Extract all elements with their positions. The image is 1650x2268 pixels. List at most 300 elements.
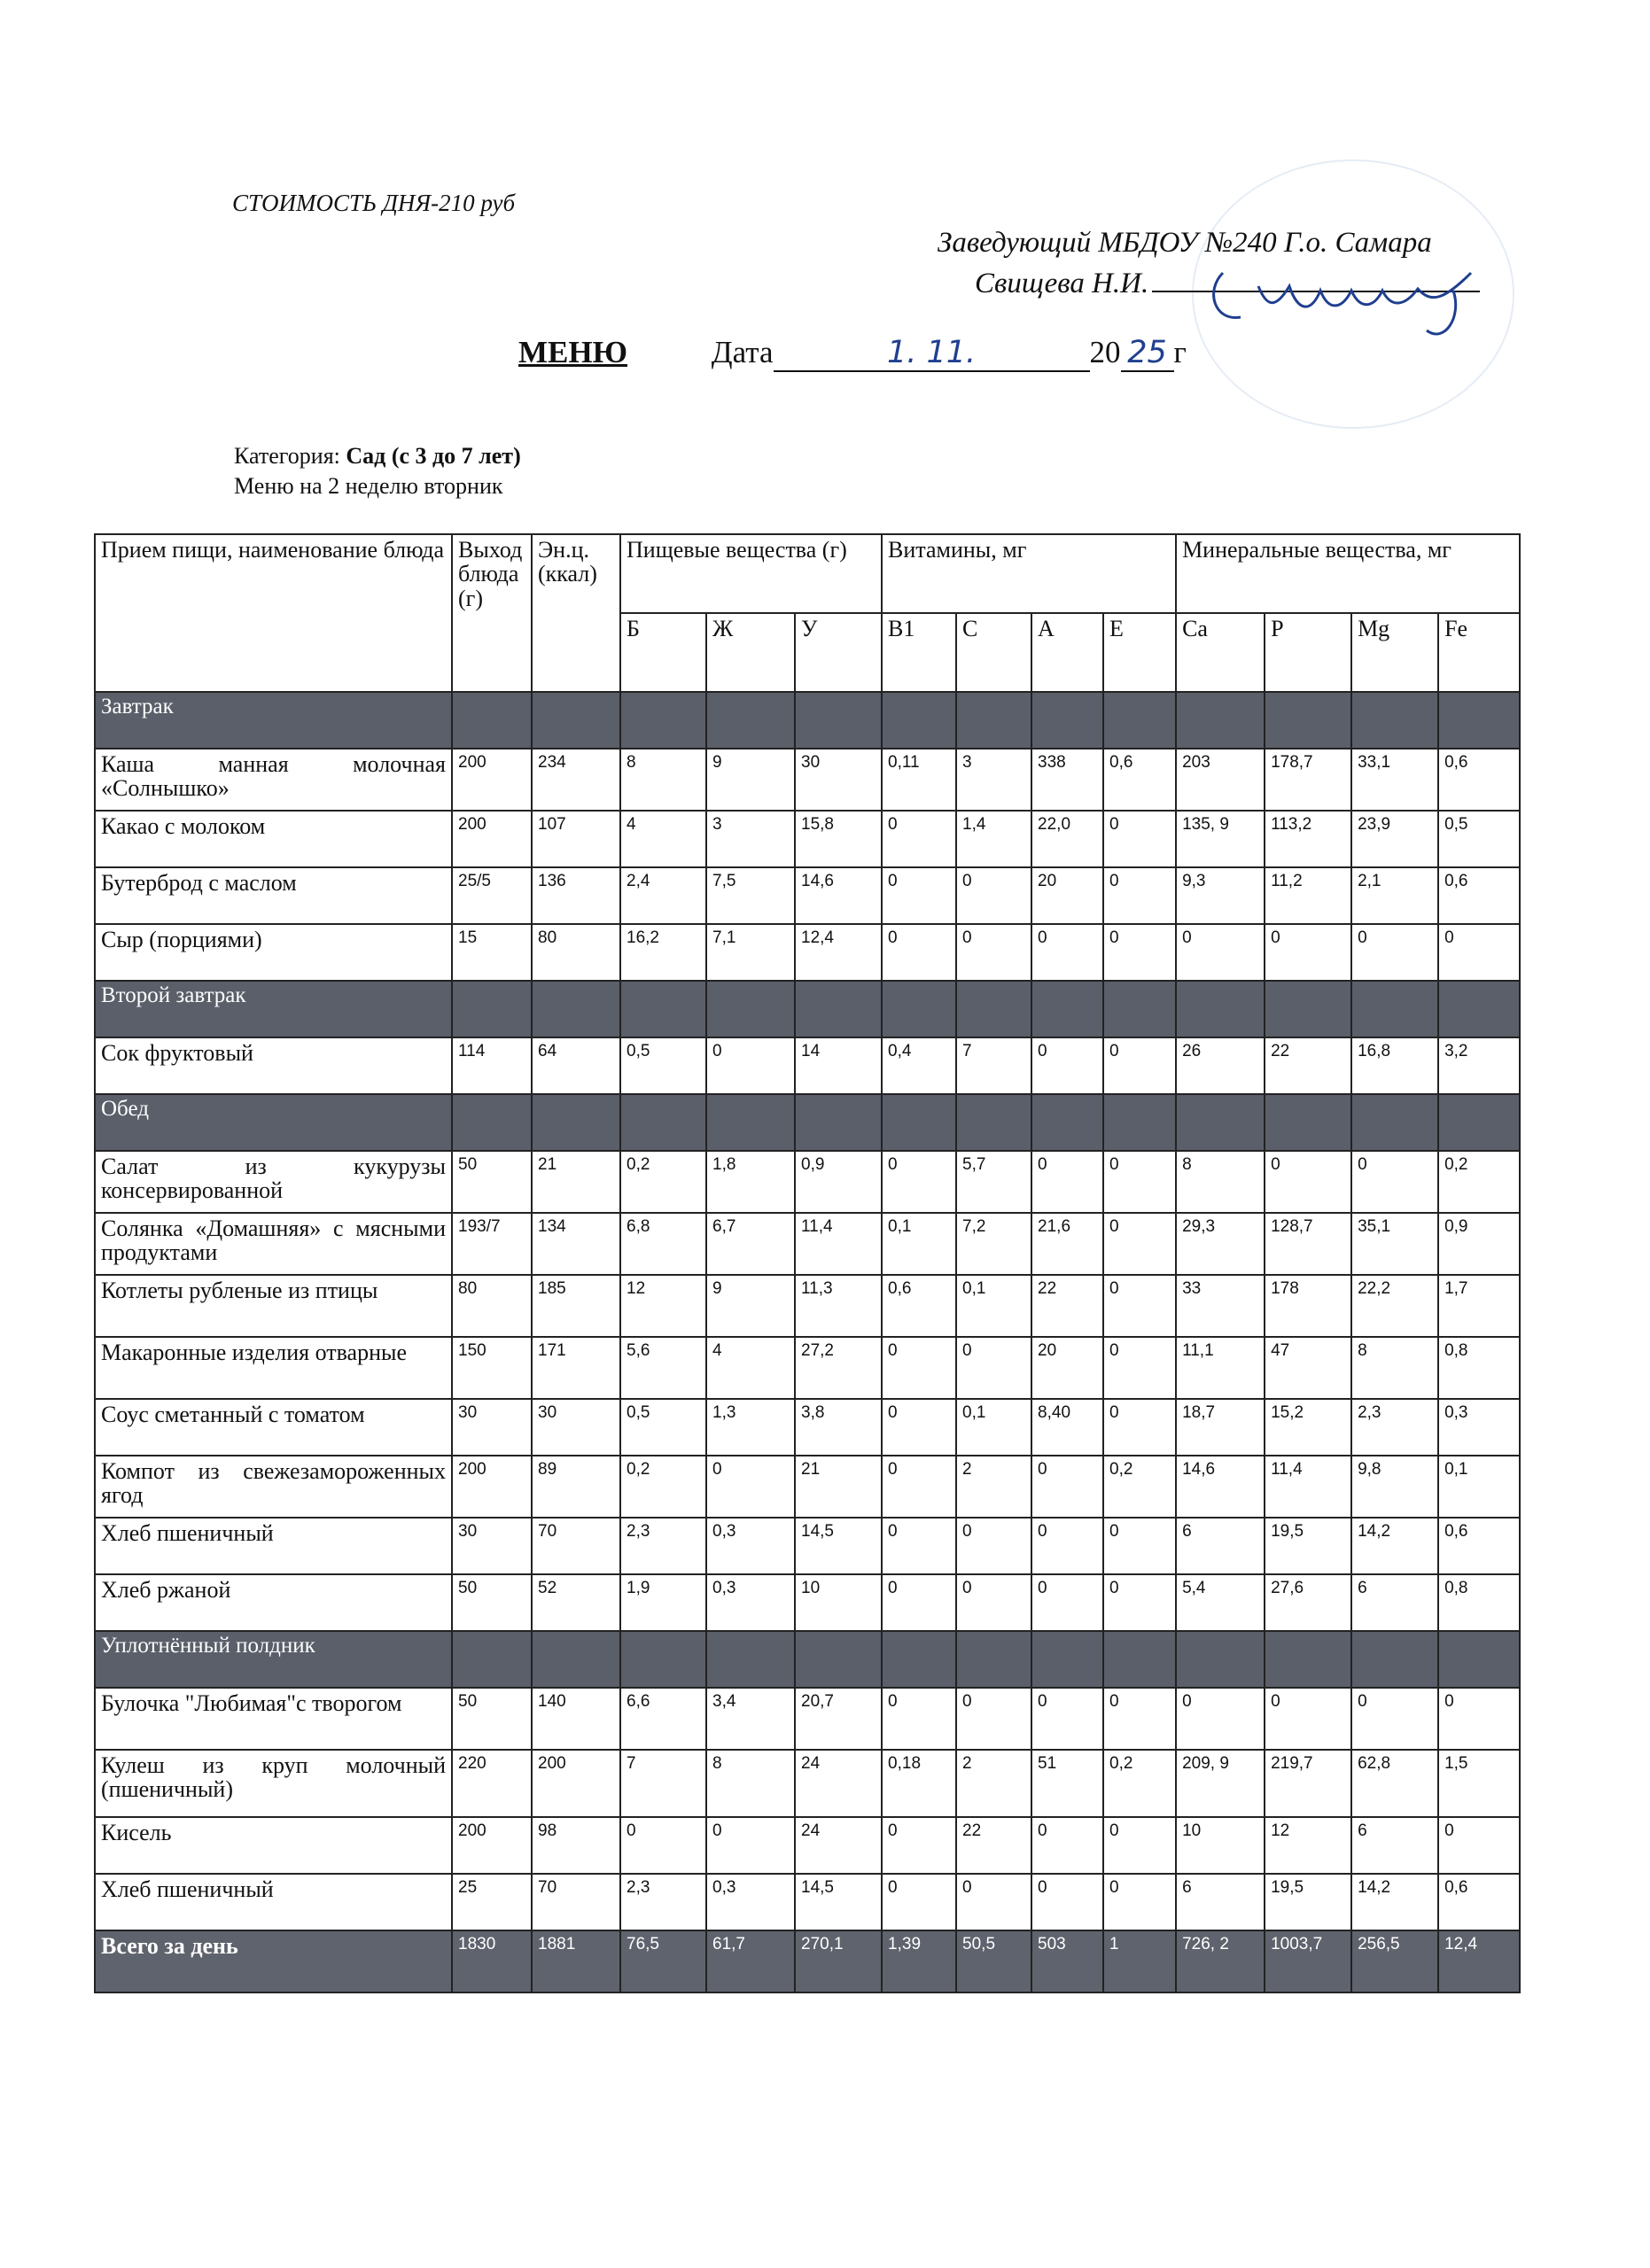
table-cell: 128,7 <box>1265 1213 1351 1275</box>
table-cell: 0 <box>1031 1456 1103 1518</box>
table-cell: 14 <box>795 1037 882 1094</box>
section-cell <box>1031 1631 1103 1688</box>
table-cell: 22,2 <box>1351 1275 1438 1337</box>
table-cell: 114 <box>452 1037 532 1094</box>
date-value: 1. 11. <box>774 335 1090 372</box>
table-row <box>95 811 1520 867</box>
table-cell: 80 <box>532 924 620 981</box>
category-line <box>234 443 521 470</box>
section-cell <box>1265 692 1351 749</box>
menu-table <box>94 533 1521 1993</box>
table-cell: 338 <box>1031 749 1103 811</box>
table-cell: 0 <box>1438 924 1520 981</box>
section-cell <box>532 981 620 1037</box>
table-cell: 16,8 <box>1351 1037 1438 1094</box>
section-cell <box>532 1094 620 1151</box>
dish-name: Салат из кукурузы консервированной <box>95 1151 452 1213</box>
table-cell: 171 <box>532 1337 620 1399</box>
table-cell: 200 <box>452 1817 532 1874</box>
table-cell: 2,3 <box>1351 1399 1438 1456</box>
table-cell: 14,5 <box>795 1518 882 1574</box>
section-title: Второй завтрак <box>95 981 452 1037</box>
table-cell: 0,2 <box>1103 1750 1176 1817</box>
table-cell: 0,8 <box>1438 1574 1520 1631</box>
table-cell: 0 <box>1265 1151 1351 1213</box>
table-cell: 0 <box>956 1688 1031 1750</box>
table-cell: 3,4 <box>706 1688 795 1750</box>
section-cell <box>1031 981 1103 1037</box>
section-row <box>95 1631 1520 1688</box>
col-header-yield: Выход блюда (г) <box>452 534 532 692</box>
handwritten-signature <box>1205 246 1498 353</box>
table-cell: 7,1 <box>706 924 795 981</box>
col-header-b: Б <box>620 613 706 692</box>
year-suffix: г <box>1173 335 1187 369</box>
col-header-nutrients: Пищевые вещества (г) <box>620 534 882 613</box>
category-label: Категория: <box>234 443 346 469</box>
table-cell: 0,9 <box>1438 1213 1520 1275</box>
table-cell: 0 <box>1103 1213 1176 1275</box>
table-row <box>95 1874 1520 1930</box>
total-cell: 50,5 <box>956 1930 1031 1992</box>
table-cell: 0,4 <box>882 1037 956 1094</box>
table-cell: 24 <box>795 1750 882 1817</box>
total-cell: 1,39 <box>882 1930 956 1992</box>
table-row <box>95 749 1520 811</box>
table-cell: 6 <box>1351 1574 1438 1631</box>
table-cell: 178 <box>1265 1275 1351 1337</box>
dish-name: Солянка «Домашняя» с мясными продуктами <box>95 1213 452 1275</box>
table-cell: 8 <box>620 749 706 811</box>
section-cell <box>620 692 706 749</box>
table-cell: 21 <box>795 1456 882 1518</box>
table-cell: 9 <box>706 749 795 811</box>
table-cell: 11,2 <box>1265 867 1351 924</box>
total-cell: 1830 <box>452 1930 532 1992</box>
table-cell: 3,2 <box>1438 1037 1520 1094</box>
table-cell: 0,9 <box>795 1151 882 1213</box>
menu-title-line <box>518 335 1187 372</box>
table-cell: 0,1 <box>882 1213 956 1275</box>
table-cell: 19,5 <box>1265 1874 1351 1930</box>
dish-name: Булочка "Любимая"с творогом <box>95 1688 452 1750</box>
table-cell: 0,1 <box>956 1275 1031 1337</box>
table-row <box>95 1213 1520 1275</box>
table-cell: 9 <box>706 1275 795 1337</box>
section-cell <box>706 692 795 749</box>
table-cell: 89 <box>532 1456 620 1518</box>
section-cell <box>956 1631 1031 1688</box>
table-cell: 62,8 <box>1351 1750 1438 1817</box>
table-cell: 6,8 <box>620 1213 706 1275</box>
table-cell: 0 <box>1103 811 1176 867</box>
dish-name: Компот из свежезамороженных ягод <box>95 1456 452 1518</box>
table-cell: 26 <box>1176 1037 1265 1094</box>
total-row <box>95 1930 1520 1992</box>
table-cell: 0 <box>956 1874 1031 1930</box>
table-cell: 70 <box>532 1518 620 1574</box>
table-cell: 5,6 <box>620 1337 706 1399</box>
table-cell: 6,7 <box>706 1213 795 1275</box>
table-row <box>95 1399 1520 1456</box>
table-cell: 0 <box>882 1688 956 1750</box>
dish-name: Какао с молоком <box>95 811 452 867</box>
table-cell: 14,6 <box>1176 1456 1265 1518</box>
dish-name: Сок фруктовый <box>95 1037 452 1094</box>
table-cell: 3 <box>956 749 1031 811</box>
table-cell: 7,5 <box>706 867 795 924</box>
day-cost: СТОИМОСТЬ ДНЯ-210 руб <box>232 190 516 216</box>
total-cell: 12,4 <box>1438 1930 1520 1992</box>
total-cell: 1881 <box>532 1930 620 1992</box>
table-cell: 15,2 <box>1265 1399 1351 1456</box>
total-cell: 270,1 <box>795 1930 882 1992</box>
section-title: Уплотнённый полдник <box>95 1631 452 1688</box>
table-cell: 50 <box>452 1574 532 1631</box>
table-row <box>95 1151 1520 1213</box>
table-cell: 0,3 <box>706 1874 795 1930</box>
table-cell: 0 <box>882 1874 956 1930</box>
table-cell: 0 <box>882 1518 956 1574</box>
table-cell: 200 <box>452 811 532 867</box>
section-cell <box>956 981 1031 1037</box>
table-cell: 0,2 <box>1103 1456 1176 1518</box>
table-cell: 8,40 <box>1031 1399 1103 1456</box>
table-cell: 0 <box>882 1817 956 1874</box>
table-cell: 0 <box>1031 1518 1103 1574</box>
table-cell: 150 <box>452 1337 532 1399</box>
table-cell: 134 <box>532 1213 620 1275</box>
table-cell: 25 <box>452 1874 532 1930</box>
section-cell <box>1031 692 1103 749</box>
col-header-e: Е <box>1103 613 1176 692</box>
section-cell <box>882 1631 956 1688</box>
date-label: Дата <box>711 335 774 369</box>
table-cell: 0 <box>1176 1688 1265 1750</box>
dish-name: Кисель <box>95 1817 452 1874</box>
table-cell: 0 <box>1103 867 1176 924</box>
table-cell: 21 <box>532 1151 620 1213</box>
total-cell: 726, 2 <box>1176 1930 1265 1992</box>
week-line: Меню на 2 неделю вторник <box>234 473 503 499</box>
table-cell: 0 <box>956 924 1031 981</box>
table-cell: 14,2 <box>1351 1518 1438 1574</box>
table-cell: 0,3 <box>706 1518 795 1574</box>
dish-name: Хлеб ржаной <box>95 1574 452 1631</box>
table-cell: 0 <box>1103 1399 1176 1456</box>
table-cell: 0 <box>1351 1688 1438 1750</box>
table-cell: 33 <box>1176 1275 1265 1337</box>
dish-name: Хлеб пшеничный <box>95 1518 452 1574</box>
table-cell: 3,8 <box>795 1399 882 1456</box>
section-cell <box>1176 692 1265 749</box>
table-cell: 50 <box>452 1688 532 1750</box>
table-cell: 1,8 <box>706 1151 795 1213</box>
table-cell: 0,1 <box>1438 1456 1520 1518</box>
table-cell: 14,2 <box>1351 1874 1438 1930</box>
section-cell <box>452 692 532 749</box>
table-cell: 80 <box>452 1275 532 1337</box>
table-cell: 0 <box>882 924 956 981</box>
year-prefix: 20 <box>1089 335 1121 369</box>
table-row <box>95 867 1520 924</box>
section-cell <box>1103 1094 1176 1151</box>
table-cell: 0 <box>620 1817 706 1874</box>
table-cell: 0,18 <box>882 1750 956 1817</box>
table-cell: 0 <box>882 1574 956 1631</box>
section-cell <box>882 1094 956 1151</box>
total-cell: 61,7 <box>706 1930 795 1992</box>
table-cell: 27,6 <box>1265 1574 1351 1631</box>
section-cell <box>795 692 882 749</box>
table-row <box>95 1817 1520 1874</box>
section-cell <box>1351 692 1438 749</box>
section-cell <box>1031 1094 1103 1151</box>
table-cell: 0 <box>956 1518 1031 1574</box>
table-cell: 29,3 <box>1176 1213 1265 1275</box>
col-header-p: Р <box>1265 613 1351 692</box>
table-row <box>95 1688 1520 1750</box>
table-row <box>95 1574 1520 1631</box>
table-cell: 0 <box>706 1817 795 1874</box>
table-cell: 0 <box>1103 1688 1176 1750</box>
table-cell: 136 <box>532 867 620 924</box>
section-cell <box>795 981 882 1037</box>
year-value: 25 <box>1121 335 1174 372</box>
table-cell: 11,4 <box>795 1213 882 1275</box>
table-cell: 9,3 <box>1176 867 1265 924</box>
table-cell: 0 <box>956 1574 1031 1631</box>
dish-name: Каша манная молочная «Солнышко» <box>95 749 452 811</box>
dish-name: Котлеты рубленые из птицы <box>95 1275 452 1337</box>
table-cell: 0 <box>1351 1151 1438 1213</box>
table-cell: 15,8 <box>795 811 882 867</box>
table-cell: 6 <box>1351 1817 1438 1874</box>
table-cell: 25/5 <box>452 867 532 924</box>
table-cell: 178,7 <box>1265 749 1351 811</box>
section-row <box>95 981 1520 1037</box>
approval-line-1: Заведующий МБДОУ №240 Г.о. Самара <box>938 227 1432 259</box>
section-cell <box>1438 1094 1520 1151</box>
table-cell: 8 <box>706 1750 795 1817</box>
table-cell: 0 <box>882 867 956 924</box>
section-cell <box>1103 1631 1176 1688</box>
section-cell <box>1438 1631 1520 1688</box>
table-cell: 8 <box>1351 1337 1438 1399</box>
table-cell: 2,3 <box>620 1874 706 1930</box>
section-cell <box>795 1631 882 1688</box>
director-name: Свищева Н.И. <box>975 268 1149 299</box>
table-cell: 0,5 <box>620 1037 706 1094</box>
table-cell: 0 <box>1103 1275 1176 1337</box>
table-cell: 0 <box>1103 1037 1176 1094</box>
table-cell: 1,7 <box>1438 1275 1520 1337</box>
section-cell <box>706 981 795 1037</box>
col-header-mg: Mg <box>1351 613 1438 692</box>
table-cell: 15 <box>452 924 532 981</box>
section-cell <box>452 981 532 1037</box>
section-cell <box>1438 981 1520 1037</box>
table-cell: 0 <box>1438 1688 1520 1750</box>
table-cell: 0,6 <box>1438 1874 1520 1930</box>
table-cell: 0 <box>1265 924 1351 981</box>
table-cell: 185 <box>532 1275 620 1337</box>
table-cell: 14,5 <box>795 1874 882 1930</box>
table-cell: 0,6 <box>882 1275 956 1337</box>
col-header-minerals: Минеральные вещества, мг <box>1176 534 1520 613</box>
table-cell: 0 <box>1351 924 1438 981</box>
table-cell: 7 <box>620 1750 706 1817</box>
table-cell: 52 <box>532 1574 620 1631</box>
table-cell: 24 <box>795 1817 882 1874</box>
table-cell: 1,4 <box>956 811 1031 867</box>
section-cell <box>795 1094 882 1151</box>
table-cell: 0 <box>882 1337 956 1399</box>
section-cell <box>620 1094 706 1151</box>
section-cell <box>956 1094 1031 1151</box>
table-cell: 0,6 <box>1438 749 1520 811</box>
table-cell: 30 <box>452 1518 532 1574</box>
table-cell: 22 <box>956 1817 1031 1874</box>
dish-name: Макаронные изделия отварные <box>95 1337 452 1399</box>
col-header-u: У <box>795 613 882 692</box>
table-cell: 30 <box>795 749 882 811</box>
section-cell <box>706 1094 795 1151</box>
dish-name: Соус сметанный с томатом <box>95 1399 452 1456</box>
table-cell: 0 <box>1103 1817 1176 1874</box>
table-cell: 20 <box>1031 1337 1103 1399</box>
table-cell: 22,0 <box>1031 811 1103 867</box>
table-cell: 14,6 <box>795 867 882 924</box>
table-cell: 0,1 <box>956 1399 1031 1456</box>
section-cell <box>1351 1094 1438 1151</box>
table-cell: 19,5 <box>1265 1518 1351 1574</box>
table-cell: 6 <box>1176 1518 1265 1574</box>
section-cell <box>1438 692 1520 749</box>
section-cell <box>706 1631 795 1688</box>
table-cell: 98 <box>532 1817 620 1874</box>
table-cell: 0,3 <box>1438 1399 1520 1456</box>
table-cell: 0 <box>1031 924 1103 981</box>
table-cell: 193/7 <box>452 1213 532 1275</box>
table-cell: 0,2 <box>620 1151 706 1213</box>
table-cell: 6 <box>1176 1874 1265 1930</box>
section-cell <box>1103 692 1176 749</box>
table-cell: 0 <box>1103 1151 1176 1213</box>
table-cell: 4 <box>620 811 706 867</box>
table-cell: 0 <box>1103 1518 1176 1574</box>
section-cell <box>532 1631 620 1688</box>
col-header-fe: Fe <box>1438 613 1520 692</box>
section-cell <box>1265 1631 1351 1688</box>
table-cell: 5,7 <box>956 1151 1031 1213</box>
menu-label: МЕНЮ <box>518 335 628 369</box>
table-cell: 0 <box>1176 924 1265 981</box>
col-header-meal: Прием пищи, наименование блюда <box>95 534 452 692</box>
table-cell: 7 <box>956 1037 1031 1094</box>
section-row <box>95 1094 1520 1151</box>
col-header-ca: Са <box>1176 613 1265 692</box>
table-cell: 12 <box>1265 1817 1351 1874</box>
section-cell <box>620 981 706 1037</box>
table-cell: 12,4 <box>795 924 882 981</box>
table-cell: 0 <box>882 1399 956 1456</box>
table-cell: 0,5 <box>1438 811 1520 867</box>
table-cell: 11,1 <box>1176 1337 1265 1399</box>
table-cell: 0,2 <box>620 1456 706 1518</box>
table-cell: 2,4 <box>620 867 706 924</box>
table-cell: 11,3 <box>795 1275 882 1337</box>
table-cell: 12 <box>620 1275 706 1337</box>
table-cell: 0 <box>1031 1574 1103 1631</box>
section-cell <box>956 692 1031 749</box>
table-row <box>95 1337 1520 1399</box>
table-cell: 0,5 <box>620 1399 706 1456</box>
table-cell: 107 <box>532 811 620 867</box>
table-cell: 35,1 <box>1351 1213 1438 1275</box>
section-cell <box>452 1631 532 1688</box>
table-cell: 0,6 <box>1438 867 1520 924</box>
table-cell: 23,9 <box>1351 811 1438 867</box>
table-cell: 50 <box>452 1151 532 1213</box>
col-header-b1: В1 <box>882 613 956 692</box>
section-title: Завтрак <box>95 692 452 749</box>
section-title: Обед <box>95 1094 452 1151</box>
table-cell: 0 <box>1031 1037 1103 1094</box>
table-cell: 0 <box>1031 1151 1103 1213</box>
table-cell: 11,4 <box>1265 1456 1351 1518</box>
table-cell: 9,8 <box>1351 1456 1438 1518</box>
header-row-1 <box>95 534 1520 613</box>
table-cell: 113,2 <box>1265 811 1351 867</box>
total-cell: 503 <box>1031 1930 1103 1992</box>
table-cell: 0 <box>882 1456 956 1518</box>
table-cell: 0 <box>1265 1688 1351 1750</box>
dish-name: Бутерброд с маслом <box>95 867 452 924</box>
col-header-energy: Эн.ц. (ккал) <box>532 534 620 692</box>
category-value: Сад (с 3 до 7 лет) <box>346 443 521 469</box>
table-cell: 0,6 <box>1438 1518 1520 1574</box>
total-cell: 76,5 <box>620 1930 706 1992</box>
table-cell: 200 <box>452 1456 532 1518</box>
table-cell: 0,11 <box>882 749 956 811</box>
table-cell: 0 <box>1103 1337 1176 1399</box>
table-cell: 203 <box>1176 749 1265 811</box>
table-cell: 30 <box>532 1399 620 1456</box>
table-cell: 10 <box>1176 1817 1265 1874</box>
table-cell: 0 <box>1031 1688 1103 1750</box>
table-cell: 3 <box>706 811 795 867</box>
table-cell: 33,1 <box>1351 749 1438 811</box>
table-row <box>95 1750 1520 1817</box>
table-cell: 10 <box>795 1574 882 1631</box>
table-cell: 16,2 <box>620 924 706 981</box>
table-cell: 209, 9 <box>1176 1750 1265 1817</box>
table-cell: 0,6 <box>1103 749 1176 811</box>
table-cell: 21,6 <box>1031 1213 1103 1275</box>
table-cell: 2,1 <box>1351 867 1438 924</box>
table-cell: 70 <box>532 1874 620 1930</box>
table-row <box>95 1518 1520 1574</box>
col-header-a: А <box>1031 613 1103 692</box>
table-cell: 7,2 <box>956 1213 1031 1275</box>
table-cell: 0 <box>1103 1574 1176 1631</box>
table-row <box>95 1275 1520 1337</box>
total-cell: 1003,7 <box>1265 1930 1351 1992</box>
section-cell <box>1176 1094 1265 1151</box>
section-cell <box>1176 1631 1265 1688</box>
table-cell: 2,3 <box>620 1518 706 1574</box>
